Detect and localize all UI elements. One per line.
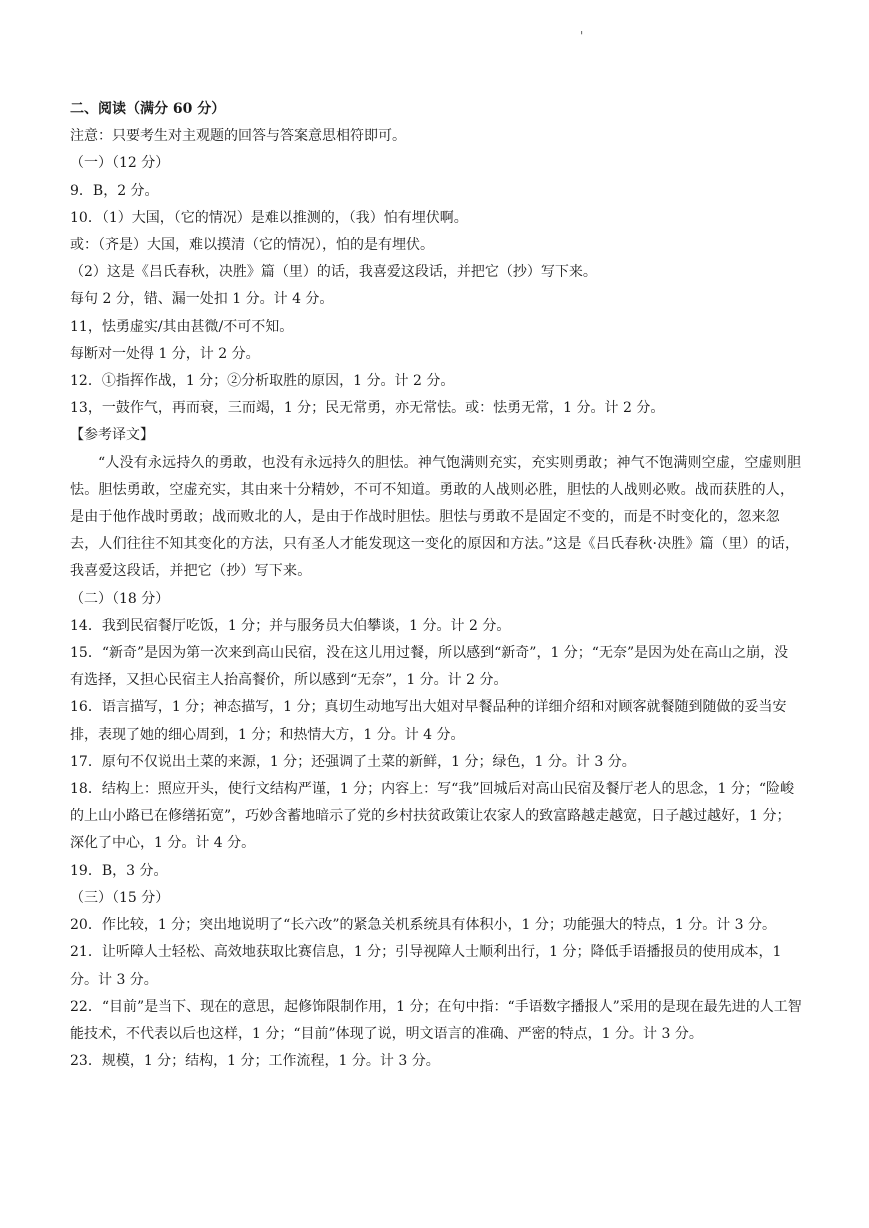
part1-heading: （一）（12 分） bbox=[70, 155, 170, 172]
answer-q10-alt: 或：（齐是）大国，难以摸清（它的情况），怕的是有埋伏。 bbox=[70, 237, 434, 254]
answer-q22: 22．“目前”是当下、现在的意思，起修饰限制作用，1 分；在句中指：“手语数字播报人”采用的是现在最先进的人工智能技术，不代表以后也这样，1 分；“目前”体现了说，明文语言的准确、严密的特点，1 分。计 3 分。 bbox=[70, 998, 802, 1042]
translation-heading: 【参考译文】 bbox=[70, 427, 154, 444]
answer-q10-2: （2）这是《吕氏春秋，决胜》篇（里）的话，我喜爱这段话，并把它（抄）写下来。 bbox=[70, 264, 597, 281]
section-note: 注意：只要考生对主观题的回答与答案意思相符即可。 bbox=[70, 128, 406, 145]
part3-heading: （三）（15 分） bbox=[70, 889, 170, 906]
answer-q14: 14．我到民宿餐厅吃饭，1 分；并与服务员大伯攀谈，1 分。计 2 分。 bbox=[70, 617, 511, 634]
header-mark: ' bbox=[580, 29, 584, 43]
answer-q18: 18．结构上：照应开头，使行文结构严谨，1 分；内容上：写“我”回城后对高山民宿及餐厅老人的思念，1 分；“险峻的上山小路已在修缮拓宽”，巧妙含蓄地暗示了党的乡村扶贫政策让农家人的致富路越走越宽，日子越过越好，1 分；深化了中心，1 分。计 4 分。 bbox=[70, 781, 794, 852]
answer-q11: 11，怯勇虚实/其由甚微/不可不知。 bbox=[70, 318, 294, 335]
answer-q12: 12．①指挥作战，1 分；②分析取胜的原因，1 分。计 2 分。 bbox=[70, 373, 455, 390]
translation-text: “人没有永远持久的勇敢，也没有永远持久的胆怯。神气饱满则充实，充实则勇敢；神气不饱满则空虚，空虚则胆怯。胆怯勇敢，空虚充实，其由来十分精妙，不可不知道。勇敢的人战则必胜，胆怯的人战则必败。战而获胜的人，是由于他作战时勇敢；战而败北的人，是由于作战时胆怯。胆怯与勇敢不是固定不变的，而是不时变化的，忽来忽去，人们往往不知其变化的方法，只有圣人才能发现这一变化的原因和方法。”这是《吕氏春秋·决胜》篇（里）的话，我喜爱这段话，并把它（抄）写下来。 bbox=[70, 454, 802, 580]
answer-q20: 20．作比较，1 分；突出地说明了“长六改”的紧急关机系统具有体积小，1 分；功能强大的特点，1 分。计 3 分。 bbox=[70, 917, 777, 934]
answer-q10-score: 每句 2 分，错、漏一处扣 1 分。计 4 分。 bbox=[70, 291, 334, 308]
answer-q21: 21．让听障人士轻松、高效地获取比赛信息，1 分；引导视障人士顺利出行，1 分；降低手语播报员的使用成本，1 分。计 3 分。 bbox=[70, 944, 782, 988]
answer-q13: 13，一鼓作气，再而衰，三而竭，1 分；民无常勇，亦无常怯。或：怯勇无常，1 分。计 2 分。 bbox=[70, 400, 665, 417]
answer-q15: 15．“新奇”是因为第一次来到高山民宿，没在这儿用过餐，所以感到“新奇”，1 分；“无奈”是因为处在高山之崩，没有选择，又担心民宿主人抬高餐价，所以感到“无奈”，1 分。计 2 分。 bbox=[70, 645, 789, 689]
answer-q17: 17．原句不仅说出土菜的来源，1 分；还强调了土菜的新鲜，1 分；绿色，1 分。计 3 分。 bbox=[70, 753, 636, 770]
answer-key-content bbox=[70, 96, 802, 1075]
answer-q9: 9．B，2 分。 bbox=[70, 182, 159, 199]
answer-q11-score: 每断对一处得 1 分，计 2 分。 bbox=[70, 345, 260, 362]
answer-q19: 19．B，3 分。 bbox=[70, 862, 168, 879]
answer-q10-1: 10．（1）大国，（它的情况）是难以推测的，（我）怕有埋伏啊。 bbox=[70, 209, 468, 226]
section-title: 二、阅读（满分 60 分） bbox=[70, 101, 226, 117]
answer-q16: 16．语言描写，1 分；神态描写，1 分；真切生动地写出大姐对早餐品种的详细介绍和对顾客就餐随到随做的妥当安排，表现了她的细心周到，1 分；和热情大方，1 分。计 4 分。 bbox=[70, 699, 787, 743]
answer-q23: 23．规模，1 分；结构，1 分；工作流程，1 分。计 3 分。 bbox=[70, 1053, 440, 1070]
part2-heading: （二）（18 分） bbox=[70, 590, 170, 607]
